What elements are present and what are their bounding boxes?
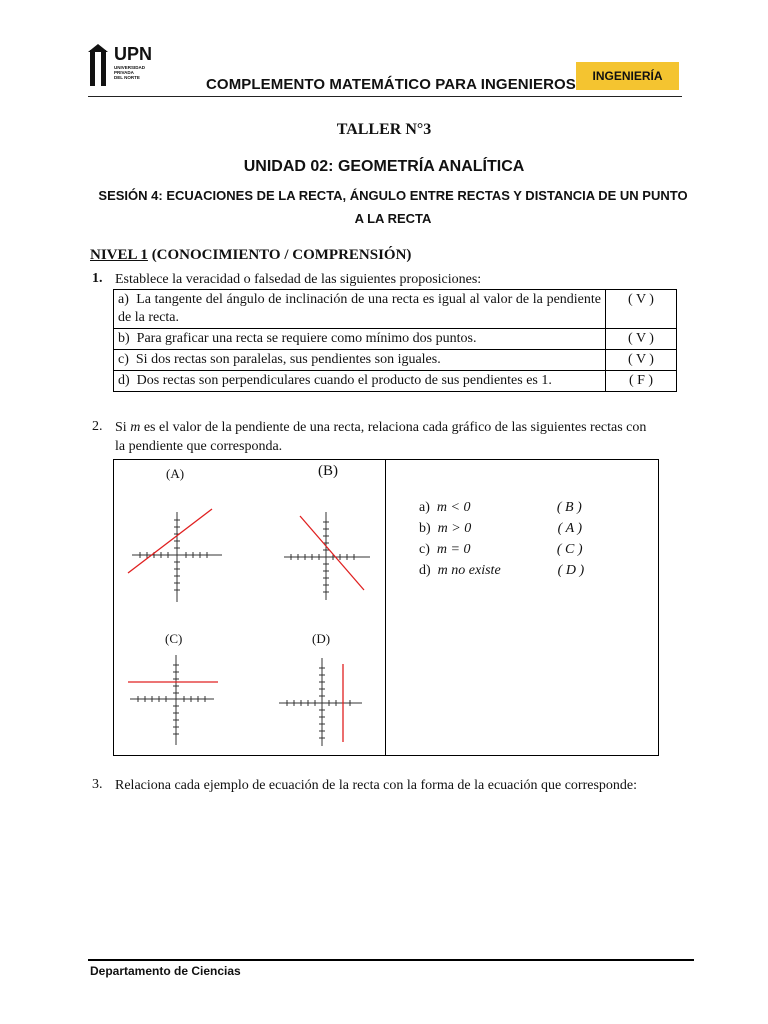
q3-number: 3. xyxy=(92,777,103,792)
line-negative-slope xyxy=(300,516,364,590)
table-row: b) Para graficar una recta se requiere como mínimo dos puntos. ( V ) xyxy=(114,329,677,350)
q1-number: 1. xyxy=(92,271,103,286)
table-row: c) Si dos rectas son paralelas, sus pendientes son iguales. ( V ) xyxy=(114,350,677,371)
answer-cell: ( V ) xyxy=(606,290,677,329)
graph-d-label: (D) xyxy=(312,631,331,646)
q2-text: Si m es el valor de la pendiente de una recta, relaciona cada gráfico de las siguientes rectas con la pendiente que corresponda. xyxy=(115,420,647,454)
upn-logo xyxy=(88,44,168,90)
graph-c xyxy=(128,655,218,745)
session-title: SESIÓN 4: ECUACIONES DE LA RECTA, ÁNGULO ENTRE RECTAS Y DISTANCIA DE UN PUNTO A LA RECTA xyxy=(98,188,688,226)
q1-table xyxy=(113,289,677,392)
match-row: a) m < 0 ( B ) xyxy=(419,500,582,515)
footer-text: Departamento de Ciencias xyxy=(90,964,241,978)
header-divider xyxy=(88,96,682,97)
graph-a xyxy=(128,509,222,602)
faculty-badge: INGENIERÍA xyxy=(576,62,679,90)
page-title: TALLER N°3 xyxy=(336,121,432,138)
unit-title: UNIDAD 02: GEOMETRÍA ANALÍTICA xyxy=(243,158,525,175)
table-row: a) La tangente del ángulo de inclinación de una recta es igual al valor de la pendiente de la recta. ( V ) xyxy=(114,290,677,329)
answer-cell: ( V ) xyxy=(606,329,677,350)
graph-b xyxy=(284,512,370,600)
q2-figure-divider xyxy=(385,459,386,756)
graph-d xyxy=(279,658,362,746)
line-positive-slope xyxy=(128,509,212,573)
answer-cell: ( V ) xyxy=(606,350,677,371)
logo-text: UPN xyxy=(114,44,153,64)
graph-c-label: (C) xyxy=(165,631,183,646)
match-row: d) m no existe ( D ) xyxy=(419,563,585,578)
answer-cell: ( F ) xyxy=(606,371,677,392)
q2-number: 2. xyxy=(92,419,103,434)
q3-text: Relaciona cada ejemplo de ecuación de la recta con la forma de la ecuación que corresponde: xyxy=(115,778,638,793)
q1-text: Establece la veracidad o falsedad de las siguientes proposiciones: xyxy=(115,272,482,287)
match-row: b) m > 0 ( A ) xyxy=(419,521,583,536)
logo-subtext: UNIVERSIDAD PRIVADA DEL NORTE xyxy=(114,65,146,80)
table-row: d) Dos rectas son perpendiculares cuando el producto de sus pendientes es 1. ( F ) xyxy=(114,371,677,392)
course-title: COMPLEMENTO MATEMÁTICO PARA INGENIEROS xyxy=(206,76,576,93)
graph-b-label: (B) xyxy=(318,463,338,479)
footer-divider xyxy=(88,959,694,961)
match-row: c) m = 0 ( C ) xyxy=(419,542,583,557)
graph-a-label: (A) xyxy=(166,466,185,481)
q2-graphs xyxy=(114,460,384,754)
level-heading: NIVEL 1 (CONOCIMIENTO / COMPRENSIÓN) xyxy=(90,247,412,263)
